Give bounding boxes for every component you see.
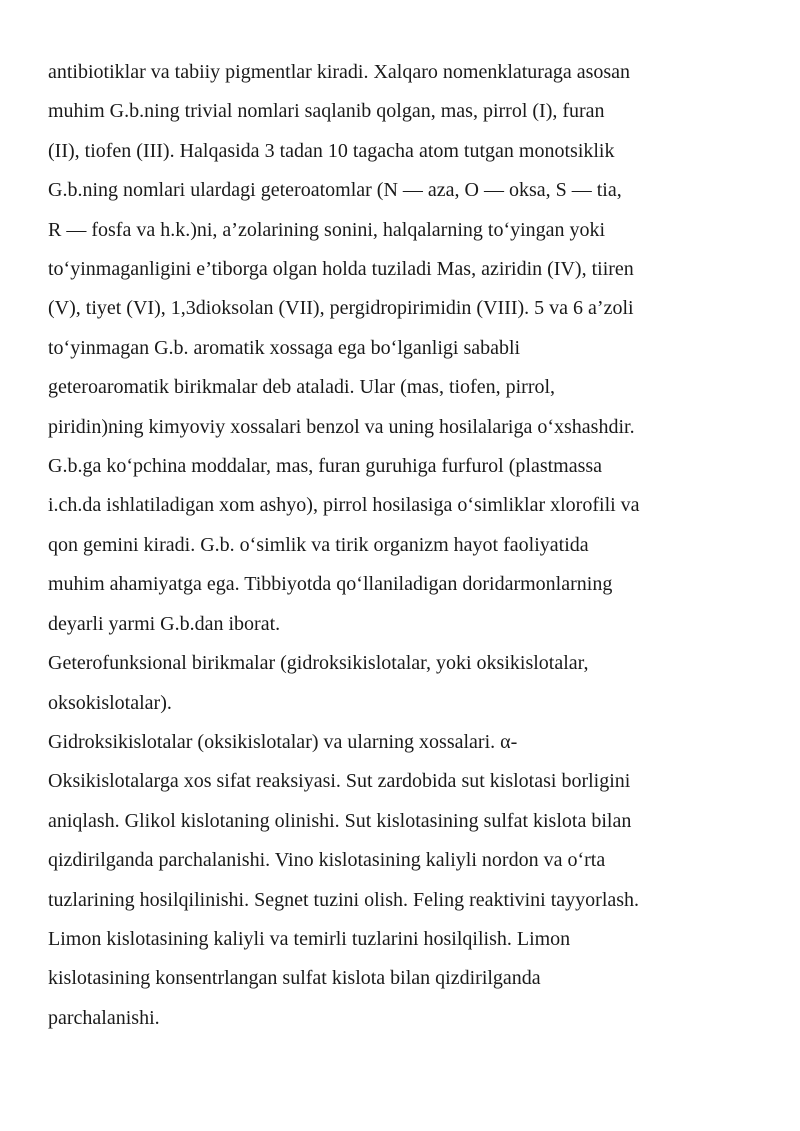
text-line: parchalanishi.: [48, 1006, 160, 1029]
text-line: to‘yinmaganligini e’tiborga olgan holda tuziladi Mas, aziridin (IV), tiiren: [48, 258, 634, 281]
text-line: muhim G.b.ning trivial nomlari saqlanib qolgan, mas, pirrol (I), furan: [48, 100, 605, 123]
text-line: G.b.ning nomlari ulardagi geteroatomlar (N — aza, O — oksa, S — tia,: [48, 179, 622, 202]
text-line: R — fosfa va h.k.)ni, a’zolarining sonini, halqalarning to‘yingan yoki: [48, 218, 606, 241]
text-line: tuzlarining hosilqilinishi. Segnet tuzini olish. Feling reaktivini tayyorlash.: [48, 888, 640, 911]
text-line: piridin)ning kimyoviy xossalari benzol va uning hosilalariga o‘xshashdir.: [48, 415, 635, 438]
text-line: kislotasining konsentrlangan sulfat kislota bilan qizdirilganda: [48, 967, 541, 990]
text-line: muhim ahamiyatga ega. Tibbiyotda qo‘llaniladigan doridarmonlarning: [48, 573, 613, 596]
text-line: antibiotiklar va tabiiy pigmentlar kiradi. Xalqaro nomenklaturaga asosan: [48, 61, 631, 83]
text-line: Gidroksikislotalar (oksikislotalar) va ularning xossalari. α-: [48, 730, 518, 753]
text-line: deyarli yarmi G.b.dan iborat.: [48, 612, 281, 635]
text-line: geteroaromatik birikmalar deb ataladi. Ular (mas, tiofen, pirrol,: [48, 376, 556, 399]
document-text: [48, 53, 738, 1038]
text-line: qon gemini kiradi. G.b. o‘simlik va tirik organizm hayot faoliyatida: [48, 533, 589, 556]
text-line: Limon kislotasining kaliyli va temirli tuzlarini hosilqilish. Limon: [48, 927, 571, 950]
text-line: aniqlash. Glikol kislotaning olinishi. Sut kislotasining sulfat kislota bilan: [48, 809, 632, 832]
text-line: G.b.ga ko‘pchina moddalar, mas, furan guruhiga furfurol (plastmassa: [48, 455, 603, 478]
text-line: Oksikislotalarga xos sifat reaksiyasi. Sut zardobida sut kislotasi borligini: [48, 770, 631, 793]
text-line: to‘yinmagan G.b. aromatik xossaga ega bo‘lganligi sababli: [48, 336, 521, 359]
text-line: qizdirilganda parchalanishi. Vino kislotasining kaliyli nordon va o‘rta: [48, 849, 606, 872]
text-line: (II), tiofen (III). Halqasida 3 tadan 10 tagacha atom tutgan monotsiklik: [48, 139, 615, 162]
text-line: i.ch.da ishlatiladigan xom ashyo), pirrol hosilasiga o‘simliklar xlorofili va: [48, 494, 640, 517]
text-line: oksokislotalar).: [48, 691, 172, 714]
text-line: Geterofunksional birikmalar (gidroksikislotalar, yoki oksikislotalar,: [48, 652, 589, 675]
document-page: [48, 53, 738, 1038]
text-line: (V), tiyet (VI), 1,3dioksolan (VII), pergidropirimidin (VIII). 5 va 6 a’zoli: [48, 297, 634, 320]
